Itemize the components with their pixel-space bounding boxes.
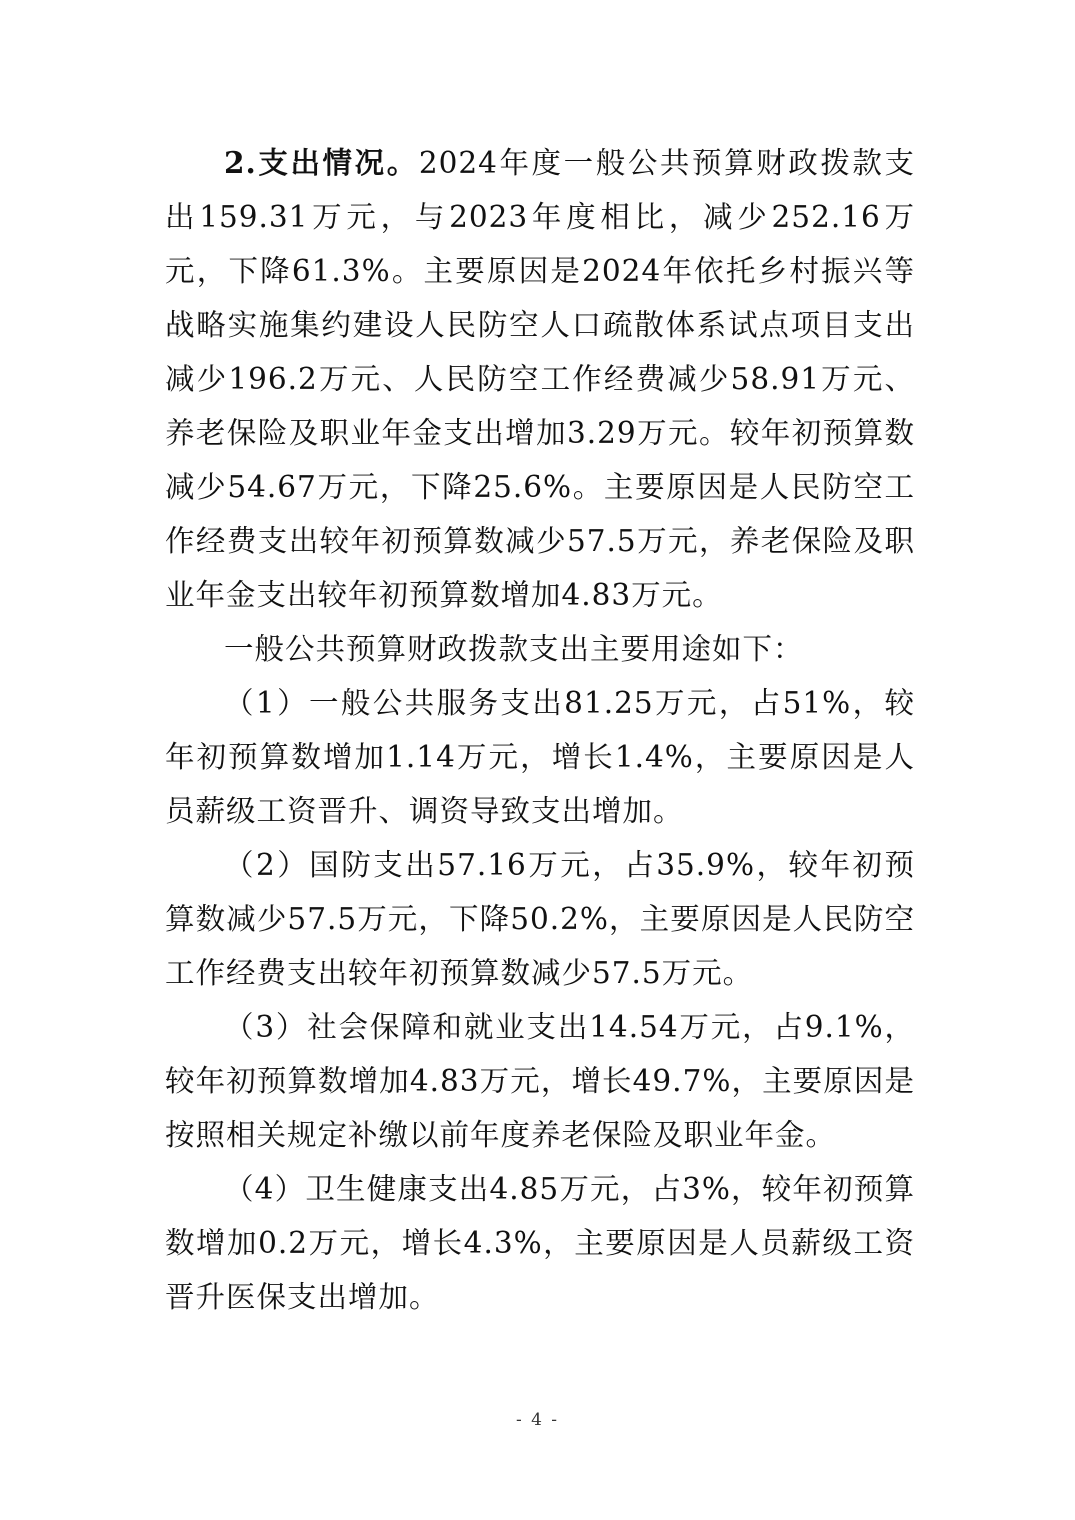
paragraph-health: （4）卫生健康支出4.85万元，占3%，较年初预算数增加0.2万元，增长4.3%，主要原因是人员薪级工资晋升医保支出增加。: [165, 1172, 915, 1314]
section-heading: 2.支出情况。: [224, 145, 419, 180]
paragraph-expenditure-overview: [165, 136, 915, 622]
paragraph-main-uses-intro: 一般公共预算财政拨款支出主要用途如下：: [224, 632, 804, 666]
body-text: [165, 136, 915, 1324]
paragraph-national-defense: （2）国防支出57.16万元，占35.9%，较年初预算数减少57.5万元，下降50.2%，主要原因是人民防空工作经费支出较年初预算数减少57.5万元。: [165, 848, 915, 990]
page-number: - 4 -: [515, 1410, 560, 1430]
paragraph-general-public-services: （1）一般公共服务支出81.25万元，占51%，较年初预算数增加1.14万元，增长1.4%，主要原因是人员薪级工资晋升、调资导致支出增加。: [165, 686, 915, 828]
paragraph-text: 2024年度一般公共预算财政拨款支出159.31万元，与2023年度相比，减少252.16万元，下降61.3%。主要原因是2024年依托乡村振兴等战略实施集约建设人民防空人口疏散体系试点项目支出减少196.2万元、人民防空工作经费减少58.91万元、养老保险及职业年金支出增加3.29万元。较年初预算数减少54.67万元，下降25.6%。主要原因是人民防空工作经费支出较年初预算数减少57.5万元，养老保险及职业年金支出较年初预算数增加4.83万元。: [165, 146, 915, 612]
paragraph-social-security: （3）社会保障和就业支出14.54万元，占9.1%，较年初预算数增加4.83万元，增长49.7%，主要原因是按照相关规定补缴以前年度养老保险及职业年金。: [165, 1010, 915, 1152]
